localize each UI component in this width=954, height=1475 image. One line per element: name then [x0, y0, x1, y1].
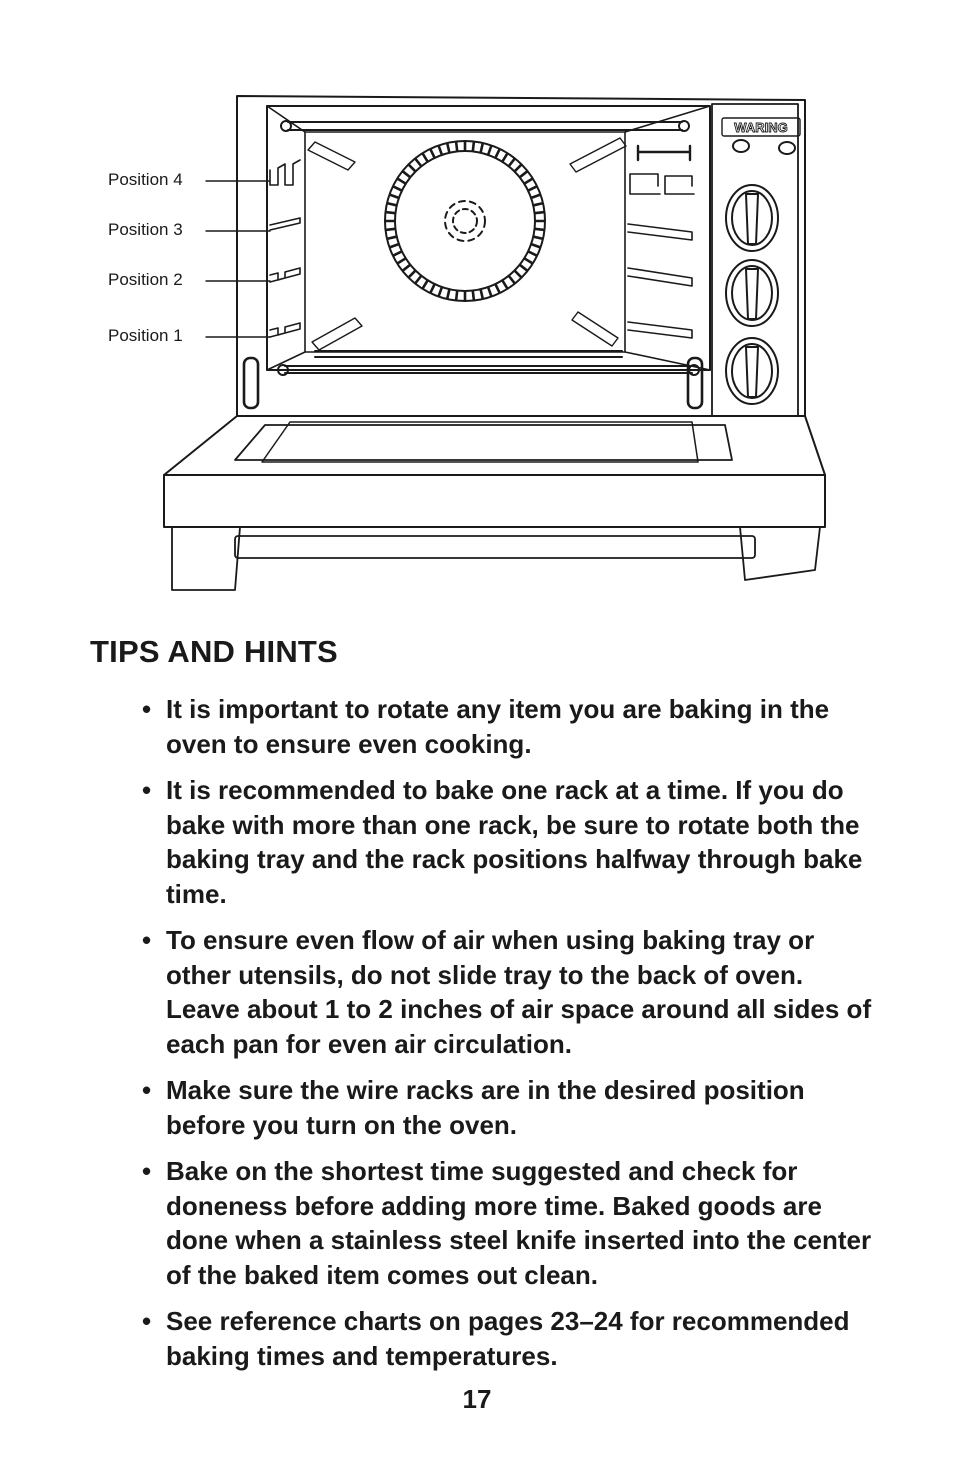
tip-item: [140, 692, 880, 761]
fan-slot: [515, 165, 521, 171]
bullet-icon: •: [142, 1075, 152, 1105]
page-number: 17: [462, 1384, 492, 1414]
fan-slot: [416, 159, 421, 165]
fan-slot: [496, 150, 500, 157]
tip-text: It is important to rotate any item you are baking in the oven to ensure even cooking.: [166, 694, 830, 759]
fan-slot: [532, 195, 540, 198]
fan-slot: [388, 203, 396, 205]
tip-text: See reference charts on pages 23–24 for recommended baking times and temperatures.: [166, 1306, 850, 1371]
fan-slot: [503, 281, 507, 288]
fan-slot: [409, 165, 415, 171]
tip-item: [140, 773, 880, 911]
fan-slot: [390, 244, 398, 247]
fan-slot: [388, 237, 396, 239]
knob-top-icon: [726, 185, 778, 251]
fan-slot: [439, 146, 442, 154]
fan-slot: [387, 212, 395, 213]
fan-slot: [536, 229, 544, 230]
fan-slot: [534, 237, 542, 239]
tip-text: Make sure the wire racks are in the desired position before you turn on the oven.: [166, 1075, 805, 1140]
fan-slot: [488, 288, 491, 296]
fan-slot: [456, 143, 457, 151]
oven-body-outline: [237, 96, 805, 416]
fan-slot: [503, 154, 507, 161]
left-rack-slots: [270, 160, 300, 337]
fan-slot: [431, 150, 435, 157]
fan-slot: [509, 277, 514, 283]
fan-slot: [403, 265, 409, 270]
right-rack-slots: [628, 174, 694, 338]
tip-text: It is recommended to bake one rack at a time. If you do bake with more than one rack, be sure to rotate both the baking tray and the rack positions halfway through bake time.: [166, 775, 863, 909]
fan-slot: [532, 244, 540, 247]
fan-slot: [529, 252, 536, 256]
fan-slot: [439, 288, 442, 296]
fan-slot: [398, 259, 405, 263]
rack-position-1-label: Position 1: [108, 326, 183, 345]
bullet-icon: •: [142, 1156, 152, 1186]
fan-slot: [447, 290, 449, 298]
fan-slot: [525, 179, 532, 183]
fan-slot: [525, 259, 532, 263]
door-handle-icon: [235, 536, 755, 558]
fan-slot: [521, 172, 527, 177]
fan-slot: [529, 187, 536, 191]
fan-slot: [394, 252, 401, 256]
tip-item: [140, 1154, 880, 1292]
fan-slot: [387, 229, 395, 230]
rack-position-2-label: Position 2: [108, 270, 183, 289]
fan-slot: [456, 292, 457, 300]
upper-rack-icon: [281, 121, 689, 131]
fan-slot: [423, 281, 427, 288]
fan-slot: [390, 195, 398, 198]
tip-text: To ensure even flow of air when using baking tray or other utensils, do not slide tray to the back of oven. Leave about 1 to 2 inches of air space around all sides of each pan for even air circulation.: [166, 925, 872, 1059]
fan-slot: [473, 143, 474, 151]
tip-item: [140, 923, 880, 1061]
oven-illustration: [100, 90, 840, 610]
oven-drawing: [100, 90, 840, 610]
bullet-icon: •: [142, 694, 152, 724]
fan-slot: [423, 154, 427, 161]
tip-item: [140, 1304, 880, 1373]
brand-logo-text: WARING: [734, 120, 788, 135]
fan-slot: [509, 159, 514, 165]
fan-slot: [394, 187, 401, 191]
fan-grille-icon: [386, 142, 544, 300]
tip-item: [140, 1073, 880, 1142]
fan-slot: [481, 144, 483, 152]
fan-slot: [409, 271, 415, 277]
knob-middle-icon: [726, 260, 778, 326]
fan-slot: [416, 277, 421, 283]
bullet-icon: •: [142, 1306, 152, 1336]
rack-position-4-label: Position 4: [108, 170, 183, 189]
fan-slot: [536, 212, 544, 213]
fan-slot: [447, 144, 449, 152]
fan-slot: [515, 271, 521, 277]
tips-list: [140, 692, 880, 1385]
fan-slot: [431, 285, 435, 292]
section-heading: TIPS AND HINTS: [90, 634, 338, 669]
bullet-icon: •: [142, 925, 152, 955]
fan-slot: [481, 290, 483, 298]
door-hinge-left-icon: [244, 358, 258, 408]
fan-slot: [496, 285, 500, 292]
fan-slot: [403, 172, 409, 177]
fan-slot: [521, 265, 527, 270]
tip-text: Bake on the shortest time suggested and check for doneness before adding more time. Baked goods are done when a stainless steel knife inserted into the center of the baked item comes out clean.: [166, 1156, 872, 1290]
fan-slot: [488, 146, 491, 154]
fan-slot: [398, 179, 405, 183]
fan-slot: [534, 203, 542, 205]
fan-slot: [473, 292, 474, 300]
bullet-icon: •: [142, 775, 152, 805]
knob-bottom-icon: [726, 338, 778, 404]
rack-position-3-label: Position 3: [108, 220, 183, 239]
